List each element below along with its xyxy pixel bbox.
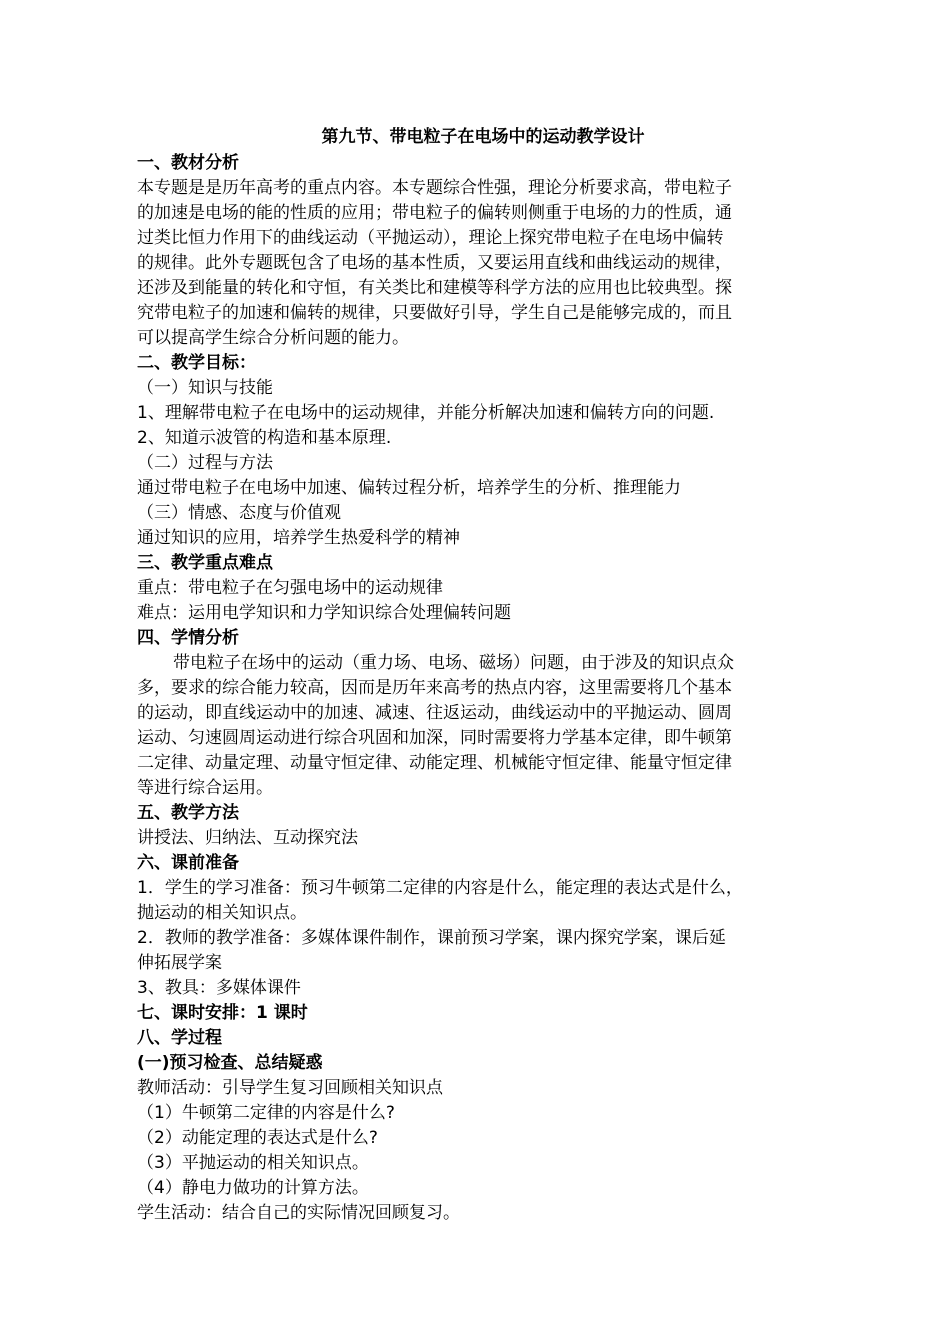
text-line: 带电粒子在场中的运动（重力场、电场、磁场）问题，由于涉及的知识点众 (173, 653, 734, 673)
text-line: 本专题是是历年高考的重点内容。本专题综合性强，理论分析要求高，带电粒子 (137, 178, 732, 198)
text-line: 讲授法、归纳法、互动探究法 (137, 828, 358, 848)
section-heading-5: 五、教学方法 (137, 803, 239, 823)
section-body-1 (137, 176, 825, 351)
section-heading-6: 六、课前准备 (137, 853, 239, 873)
text-line: 2、知道示波管的构造和基本原理. (137, 428, 392, 448)
text-line: 可以提高学生综合分析问题的能力。 (137, 328, 409, 348)
list-item: （1）牛顿第二定律的内容是什么? (137, 1103, 395, 1123)
section-heading-3: 三、教学重点难点 (137, 553, 273, 573)
section-body-3 (137, 576, 825, 626)
text-line: 究带电粒子的加速和偏转的规律，只要做好引导，学生自己是能够完成的，而且 (137, 303, 732, 323)
section-body-9 (137, 1076, 825, 1226)
text-line: 通过知识的应用，培养学生热爱科学的精神 (137, 528, 460, 548)
text-line: 还涉及到能量的转化和守恒，有关类比和建模等科学方法的应用也比较典型。探 (137, 278, 732, 298)
text-line: 二定律、动量定理、动量守恒定律、动能定理、机械能守恒定律、能量守恒定律 (137, 753, 732, 773)
section-heading-4: 四、学情分析 (137, 628, 239, 648)
text-line: 学生活动：结合自己的实际情况回顾复习。 (137, 1203, 460, 1223)
text-line: 通过带电粒子在电场中加速、偏转过程分析，培养学生的分析、推理能力 (137, 478, 681, 498)
text-line: 难点：运用电学知识和力学知识综合处理偏转问题 (137, 603, 511, 623)
text-line: 教师活动：引导学生复习回顾相关知识点 (137, 1078, 443, 1098)
section-heading-9: (一)预习检查、总结疑惑 (137, 1053, 323, 1073)
document-title: 第九节、带电粒子在电场中的运动教学设计 (321, 127, 645, 147)
section-heading-7: 七、课时安排：1 课时 (137, 1003, 308, 1023)
text-line: 重点：带电粒子在匀强电场中的运动规律 (137, 578, 443, 598)
text-line: 1．学生的学习准备：预习牛顿第二定律的内容是什么，能定理的表达式是什么， (137, 878, 743, 898)
document-page (137, 124, 825, 1226)
section-body-4 (137, 651, 825, 801)
text-line: 1、理解带电粒子在电场中的运动规律，并能分析解决加速和偏转方向的问题. (137, 403, 715, 423)
text-line: 过类比恒力作用下的曲线运动（平抛运动），理论上探究带电粒子在电场中偏转 (137, 228, 724, 248)
text-line: 的加速是电场的能的性质的应用；带电粒子的偏转则侧重于电场的力的性质，通 (137, 203, 732, 223)
text-line: 的规律。此外专题既包含了电场的基本性质，又要运用直线和曲线运动的规律， (137, 253, 732, 273)
text-line: 3、教具：多媒体课件 (137, 978, 301, 998)
text-line: 等进行综合运用。 (137, 778, 273, 798)
text-line: 运动、匀速圆周运动进行综合巩固和加深，同时需要将力学基本定律，即牛顿第 (137, 728, 732, 748)
section-heading-8: 八、学过程 (137, 1028, 222, 1048)
subheading: （二）过程与方法 (137, 453, 273, 473)
text-line: 抛运动的相关知识点。 (137, 903, 307, 923)
subheading: （一）知识与技能 (137, 378, 273, 398)
section-body-2 (137, 376, 825, 551)
subheading: （三）情感、态度与价值观 (137, 503, 341, 523)
text-line: 2．教师的教学准备：多媒体课件制作，课前预习学案，课内探究学案，课后延 (137, 928, 726, 948)
section-heading-1: 一、教材分析 (137, 153, 239, 173)
list-item: （3）平抛运动的相关知识点。 (137, 1153, 369, 1173)
section-body-6 (137, 876, 825, 1001)
section-heading-2: 二、教学目标： (137, 353, 256, 373)
text-line: 多，要求的综合能力较高，因而是历年来高考的热点内容，这里需要将几个基本 (137, 678, 732, 698)
section-body-5 (137, 826, 825, 851)
list-item: （4）静电力做功的计算方法。 (137, 1178, 369, 1198)
text-line: 伸拓展学案 (137, 953, 222, 973)
list-item: （2）动能定理的表达式是什么? (137, 1128, 378, 1148)
text-line: 的运动，即直线运动中的加速、减速、往返运动，曲线运动中的平抛运动、圆周 (137, 703, 732, 723)
